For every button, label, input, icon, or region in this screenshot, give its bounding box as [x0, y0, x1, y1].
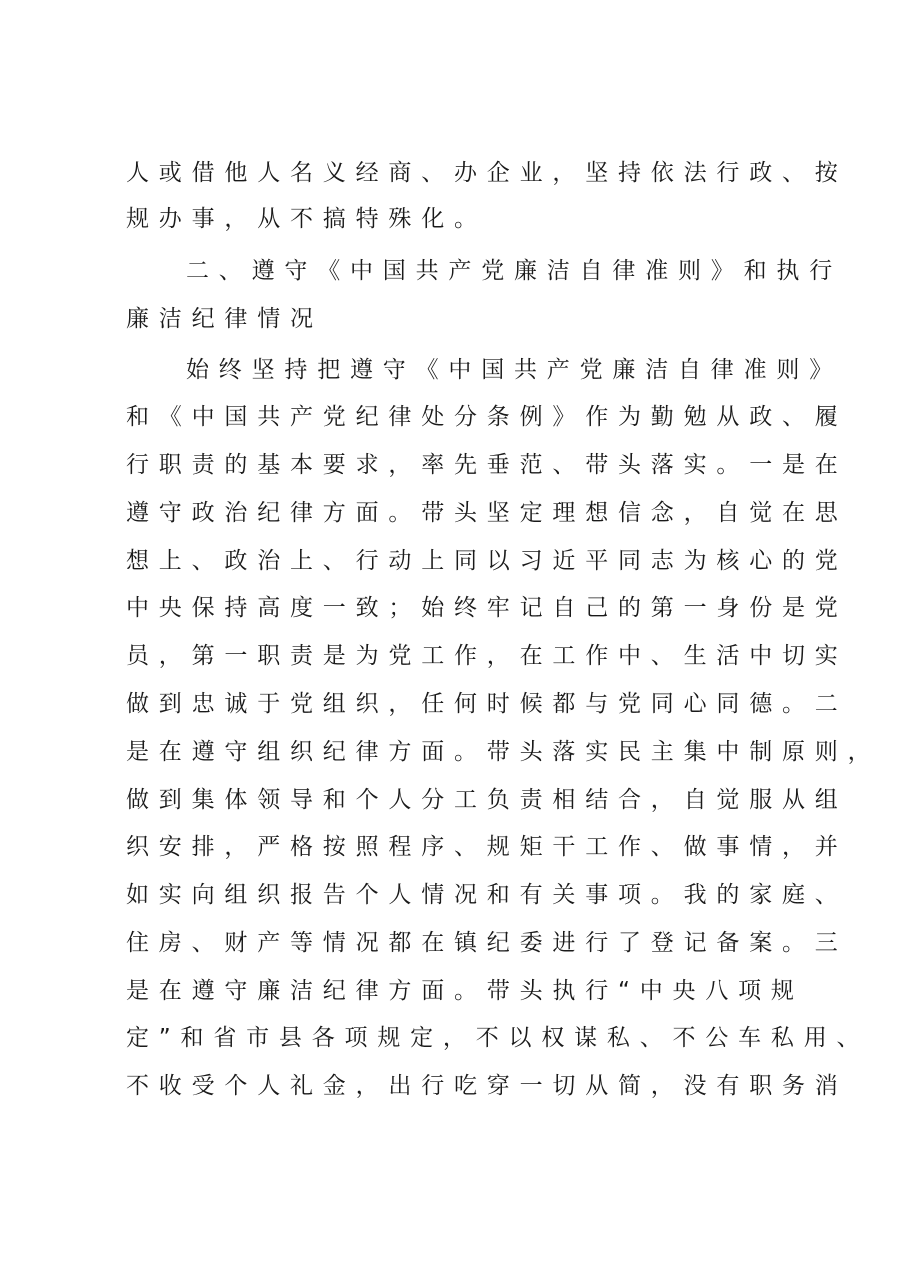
text-line: 住房、财产等情况都在镇纪委进行了登记备案。三 — [126, 930, 848, 956]
text-line: 想上、政治上、行动上同以习近平同志为核心的党 — [126, 548, 848, 574]
text-line: 员，第一职责是为党工作，在工作中、生活中切实 — [126, 643, 848, 669]
text-line: 做到集体领导和个人分工负责相结合，自觉服从组 — [126, 787, 848, 813]
text-line: 始终坚持把遵守《中国共产党廉洁自律准则》 — [186, 357, 842, 383]
text-line: 规办事，从不搞特殊化。 — [126, 206, 487, 232]
text-line: 和《中国共产党纪律处分条例》作为勤勉从政、履 — [126, 404, 848, 430]
text-line: 织安排，严格按照程序、规矩干工作、做事情，并 — [126, 834, 848, 860]
text-line: 人或借他人名义经商、办企业，坚持依法行政、按 — [126, 160, 848, 186]
text-line: 做到忠诚于党组织，任何时候都与党同心同德。二 — [126, 691, 848, 717]
text-line: 是在遵守组织纪律方面。带头落实民主集中制原则， — [126, 739, 881, 765]
text-line: 行职责的基本要求，率先垂范、带头落实。一是在 — [126, 452, 848, 478]
text-line: 定”和省市县各项规定，不以权谋私、不公车私用、 — [126, 1025, 870, 1051]
text-line: 遵守政治纪律方面。带头坚定理想信念，自觉在思 — [126, 500, 848, 526]
text-line: 中央保持高度一致；始终牢记自己的第一身份是党 — [126, 595, 848, 621]
section-heading: 廉洁纪律情况 — [126, 306, 323, 332]
text-line: 不收受个人礼金，出行吃穿一切从简，没有职务消 — [126, 1073, 848, 1099]
section-heading: 二、遵守《中国共产党廉洁自律准则》和执行 — [186, 258, 842, 284]
text-line: 是在遵守廉洁纪律方面。带头执行“中央八项规 — [126, 978, 804, 1004]
text-line: 如实向组织报告个人情况和有关事项。我的家庭、 — [126, 882, 848, 908]
